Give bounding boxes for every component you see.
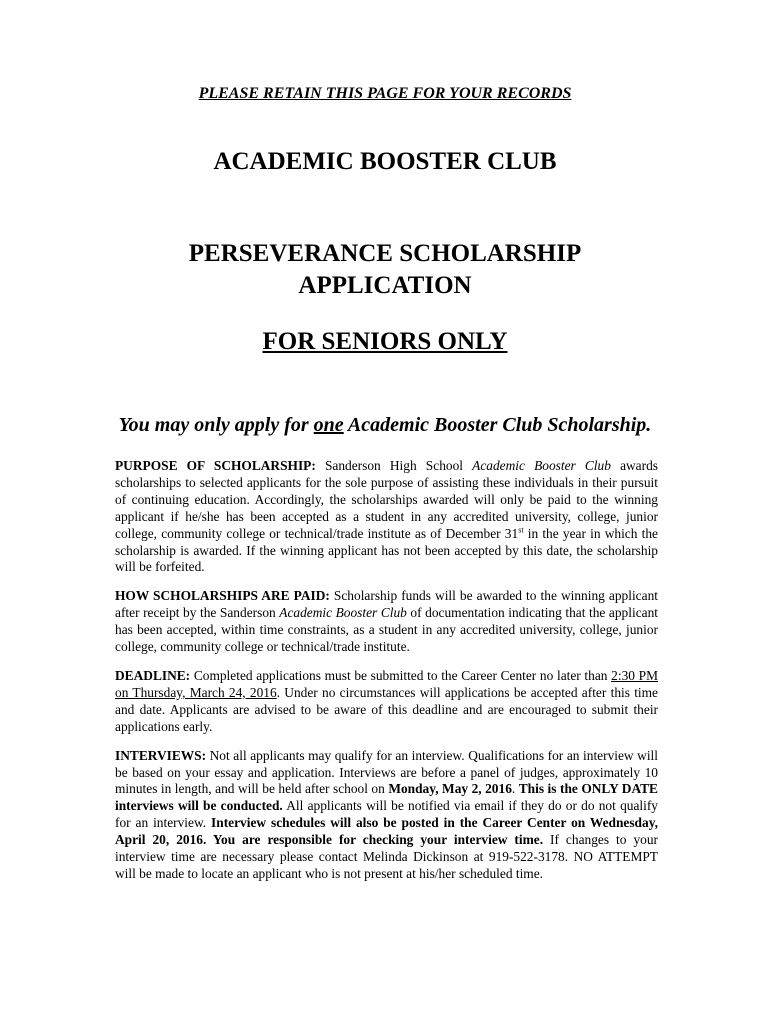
how-paid-text-2: of documentation indicating that the applicant has been accepted, within time constraints, as a student in any accredited university, college, junior college, community college or technical/trade institute. bbox=[115, 605, 658, 655]
how-paid-text-1: Scholarship funds will be awarded to the winning applicant after receipt by the Sanderson bbox=[115, 588, 658, 621]
purpose-ordinal-sup: st bbox=[518, 525, 524, 535]
apply-notice-before: You may only apply for bbox=[118, 414, 314, 436]
interviews-text-3: All applicants will be notified via email if they do or do not qualify for an interview. bbox=[115, 798, 659, 831]
interviews-section bbox=[115, 748, 658, 883]
deadline-text-2: . Under no circumstances will applications be accepted after this time and date. Applicants are advised to be aware of this deadline and are encouraged to submit their applications early. bbox=[115, 684, 658, 734]
apply-notice-after: Academic Booster Club Scholarship. bbox=[343, 414, 652, 436]
interviews-text-1: Not all applicants may qualify for an interview. Qualifications for an interview will be based on your essay and application. Interviews are before a panel of judges, approximately 10 minutes in length, and will be held after school on bbox=[115, 747, 658, 797]
interviews-date: Monday, May 2, 2016 bbox=[388, 781, 512, 797]
purpose-text-3: in the year in which the scholarship is awarded. If the winning applicant has not been accepted by this date, the scholarship will be forfeited. bbox=[115, 525, 658, 575]
purpose-heading: PURPOSE OF SCHOLARSHIP: bbox=[115, 458, 316, 473]
deadline-heading: DEADLINE: bbox=[115, 667, 191, 683]
deadline-date: 2:30 PM on Thursday, March 24, 2016 bbox=[115, 667, 658, 700]
apply-notice bbox=[0, 414, 770, 437]
title-scholarship-line1: PERSEVERANCE SCHOLARSHIP bbox=[188, 240, 582, 267]
purpose-text-2: awards scholarships to selected applicants for the sole purpose of assisting these individuals in their pursuit of continuing education. Accordingly, the scholarships awarded will only be paid to the winning applicant if he/she has been accepted as a student in any accredited university, college, junior college, community college or technical/trade institute as of December 31 bbox=[115, 458, 658, 541]
document-body bbox=[115, 458, 658, 895]
purpose-club-name: Academic Booster Club bbox=[472, 458, 611, 473]
deadline-section bbox=[115, 668, 658, 736]
retain-notice: PLEASE RETAIN THIS PAGE FOR YOUR RECORDS bbox=[198, 85, 572, 102]
title-scholarship bbox=[0, 238, 770, 302]
apply-notice-emphasis: one bbox=[313, 414, 344, 436]
interviews-posted-notice: Interview schedules will also be posted in the Career Center on Wednesday, April 20, 2016. You are responsible for checking your interview time. bbox=[115, 815, 659, 848]
interviews-text-2: . bbox=[511, 781, 519, 797]
title-scholarship-line2: APPLICATION bbox=[298, 272, 472, 299]
purpose-section bbox=[115, 458, 658, 576]
title-seniors-only: FOR SENIORS ONLY bbox=[262, 328, 508, 355]
title-club: ACADEMIC BOOSTER CLUB bbox=[213, 148, 557, 175]
how-paid-section bbox=[115, 588, 658, 656]
purpose-text-1: Sanderson High School bbox=[315, 458, 473, 473]
how-paid-club-name: Academic Booster Club bbox=[279, 605, 407, 621]
deadline-text-1: Completed applications must be submitted to the Career Center no later than bbox=[190, 667, 612, 683]
interviews-heading: INTERVIEWS: bbox=[115, 747, 207, 763]
interviews-text-4: If changes to your interview time are necessary please contact Melinda Dickinson at 919-522-3178. NO ATTEMPT will be made to locate an applicant who is not present at his/her scheduled time. bbox=[115, 832, 658, 881]
interviews-only-date: This is the ONLY DATE interviews will be conducted. bbox=[115, 781, 658, 814]
how-paid-heading: HOW SCHOLARSHIPS ARE PAID: bbox=[115, 588, 330, 604]
